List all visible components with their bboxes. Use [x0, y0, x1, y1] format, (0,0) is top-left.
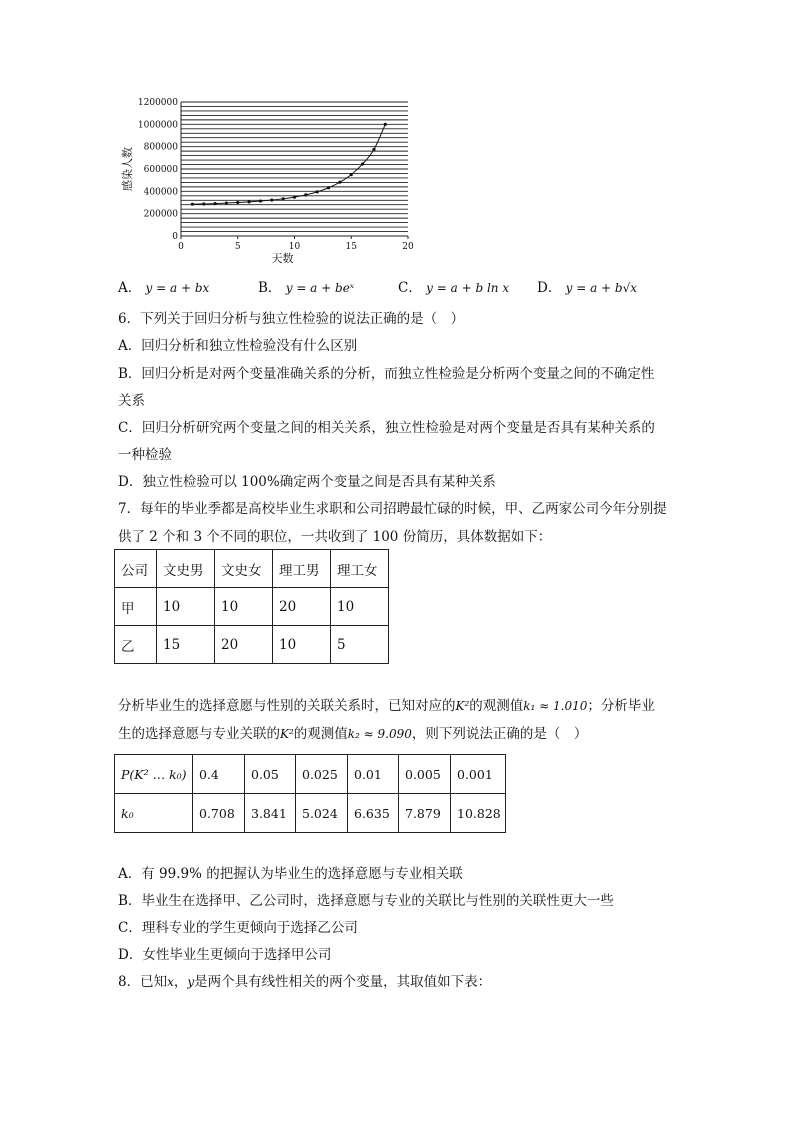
- y-tick-label: 0: [172, 232, 178, 242]
- option-formula: y = a + bx: [145, 281, 210, 295]
- x-tick-label: 20: [402, 242, 414, 252]
- data-point: [316, 190, 319, 193]
- table-header: 理工男: [273, 550, 331, 588]
- table-cell: 3.841: [245, 794, 296, 833]
- q7-analysis-line2: [118, 722, 587, 742]
- table-cell: 5.024: [296, 794, 348, 833]
- data-point: [384, 123, 387, 126]
- text: 的观测值: [293, 726, 348, 742]
- y-tick-label: 600000: [143, 165, 178, 175]
- q8-stem: [118, 970, 491, 990]
- data-point: [202, 202, 205, 205]
- text: 分析毕业生的选择意愿与性别的关联关系时，已知对应的: [118, 698, 456, 714]
- data-point: [361, 162, 364, 165]
- q7-stem-line2: 供了 2 个和 3 个不同的职位，一共收到了 100 份简历，具体数据如下：: [118, 529, 552, 545]
- option-letter: C．: [398, 280, 422, 296]
- text: ，则下列说法正确的是（ ）: [411, 726, 588, 742]
- option-formula: y = a + b ln x: [426, 281, 510, 295]
- table-row-label: P(K² … k₀): [115, 755, 193, 794]
- text: 8．已知: [118, 974, 168, 990]
- y-tick-label: 1200000: [137, 98, 178, 108]
- text: ；分析毕业: [587, 698, 655, 714]
- chart-svg: [118, 94, 418, 269]
- data-point: [293, 196, 296, 199]
- infection-chart: [118, 94, 418, 269]
- q6-option-a: A．回归分析和独立性检验没有什么区别: [118, 338, 358, 354]
- q5-option-b: [258, 276, 354, 296]
- data-point: [191, 203, 194, 206]
- table-header: 理工女: [331, 550, 389, 588]
- table-cell: 甲: [115, 588, 157, 626]
- table-row-label: k₀: [115, 794, 193, 833]
- x-tick-label: 0: [178, 242, 184, 252]
- table-header: 公司: [115, 550, 157, 588]
- table-cell: 0.4: [193, 755, 245, 794]
- table-cell: 0.001: [451, 755, 506, 794]
- q6-option-c-line2: 一种检验: [118, 447, 172, 463]
- table-cell: 10: [157, 588, 215, 626]
- table-row: [115, 626, 389, 664]
- text: 的观测值: [469, 698, 524, 714]
- option-formula: y = a + beˣ: [285, 281, 355, 295]
- x-tick-label: 10: [288, 242, 301, 252]
- table-cell: 0.025: [296, 755, 348, 794]
- q6-option-b-line1: B．回归分析是对两个变量准确关系的分析，而独立性检验是分析两个变量之间的不确定性: [118, 366, 655, 382]
- table-row: [115, 755, 506, 794]
- option-letter: A．: [118, 280, 142, 296]
- var-y: y: [187, 975, 195, 989]
- k1-value: k₁ ≈ 1.010: [523, 699, 588, 713]
- option-letter: B．: [258, 280, 282, 296]
- table-cell: 6.635: [348, 794, 399, 833]
- q7-option-d: D．女性毕业生更倾向于选择甲公司: [118, 947, 332, 963]
- q5-option-c: [398, 276, 509, 296]
- data-point: [270, 198, 273, 201]
- y-tick-label: 800000: [143, 142, 178, 153]
- q5-option-d: [537, 276, 637, 296]
- data-point: [225, 201, 228, 204]
- x-axis-label: 天数: [271, 252, 294, 265]
- var-x: x: [167, 975, 174, 989]
- table-cell: 0.708: [193, 794, 245, 833]
- table-cell: 10: [273, 626, 331, 664]
- table-cell: 0.01: [348, 755, 399, 794]
- q7-stem-line1: 7．每年的毕业季都是高校毕业生求职和公司招聘最忙碌的时候，甲、乙两家公司今年分别提: [118, 501, 667, 517]
- q5-option-a: [118, 276, 209, 296]
- table-cell: 20: [215, 626, 273, 664]
- table-cell: 10: [215, 588, 273, 626]
- x-tick-label: 5: [234, 242, 241, 252]
- k-squared: K²: [280, 727, 294, 741]
- table-cell: 20: [273, 588, 331, 626]
- q7-analysis-line1: [118, 694, 655, 714]
- data-point: [350, 173, 353, 176]
- data-point: [282, 197, 285, 200]
- data-point: [236, 201, 239, 204]
- y-tick-label: 200000: [143, 209, 178, 220]
- data-point: [327, 186, 330, 189]
- q6-stem: 6．下列关于回归分析与独立性检验的说法正确的是（ ）: [118, 311, 465, 327]
- table-row: [115, 588, 389, 626]
- q7-option-c: C．理科专业的学生更倾向于选择乙公司: [118, 920, 358, 936]
- text: 是两个具有线性相关的两个变量，其取值如下表：: [194, 974, 492, 990]
- table-cell: 15: [157, 626, 215, 664]
- q6-option-d: D．独立性检验可以 100%确定两个变量之间是否具有某种关系: [118, 474, 496, 490]
- k-squared: K²: [455, 699, 470, 713]
- k2-value: k₂ ≈ 9.090: [347, 727, 412, 741]
- company-table: [114, 549, 389, 664]
- text: 生的选择意愿与专业关联的: [118, 726, 280, 742]
- q6-option-c-line1: C．回归分析研究两个变量之间的相关关系，独立性检验是对两个变量是否具有某种关系的: [118, 420, 655, 436]
- option-letter: D．: [537, 280, 562, 296]
- y-tick-label: 400000: [143, 187, 178, 198]
- x-tick-label: 15: [345, 242, 357, 252]
- critical-value-table: [114, 754, 506, 833]
- table-cell: 0.005: [399, 755, 451, 794]
- table-cell: 10.828: [451, 794, 506, 833]
- table-header: 文史女: [215, 550, 273, 588]
- y-tick-label: 1000000: [137, 120, 178, 131]
- y-axis-label: 感染人数: [121, 147, 134, 191]
- table-cell: 7.879: [399, 794, 451, 833]
- q6-option-b-line2: 关系: [118, 393, 145, 409]
- table-header: 文史男: [157, 550, 215, 588]
- table-cell: 乙: [115, 626, 157, 664]
- text: ，: [173, 974, 188, 990]
- table-row: [115, 794, 506, 833]
- data-point: [213, 202, 216, 205]
- q7-option-b: B．毕业生在选择甲、乙公司时，选择意愿与专业的关联比与性别的关联性更大一些: [118, 893, 614, 909]
- data-point: [259, 199, 262, 202]
- data-point: [248, 200, 251, 203]
- q7-option-a: A．有 99.9% 的把握认为毕业生的选择意愿与专业相关联: [118, 866, 463, 882]
- data-point: [304, 193, 307, 196]
- option-formula: y = a + b√x: [565, 281, 638, 295]
- table-cell: 0.05: [245, 755, 296, 794]
- table-cell: 5: [331, 626, 389, 664]
- data-point: [338, 181, 341, 184]
- table-row: [115, 550, 389, 588]
- table-cell: 10: [331, 588, 389, 626]
- data-point: [372, 148, 375, 151]
